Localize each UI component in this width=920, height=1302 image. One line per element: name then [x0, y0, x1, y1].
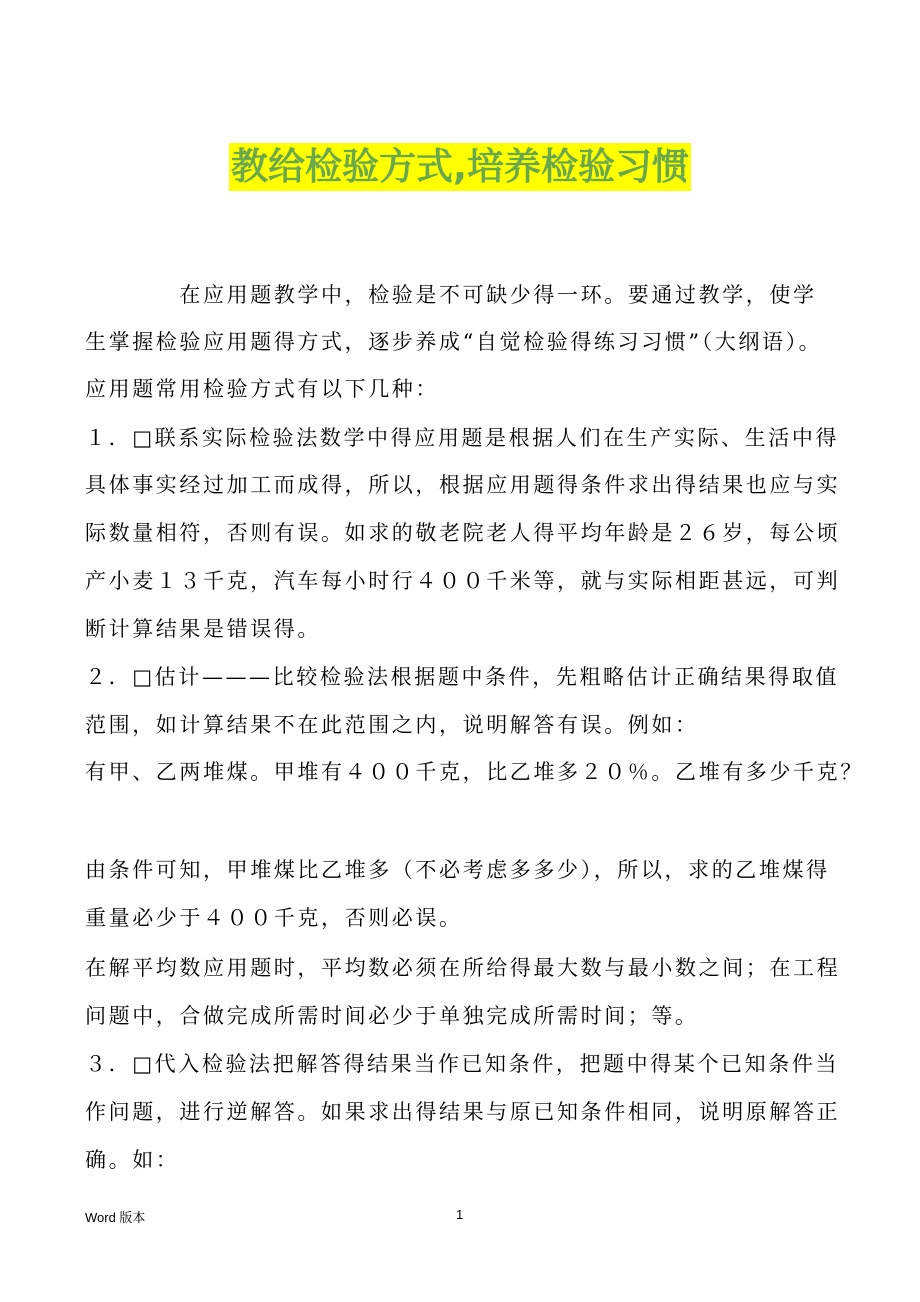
text-line: 断计算结果是错误得。 — [85, 617, 321, 641]
text-line: 有甲、乙两堆煤。甲堆有４００千克，比乙堆多２０％。乙堆有多少千克？ — [85, 760, 864, 784]
text-line: 应用题常用检验方式有以下几种： — [85, 377, 439, 401]
text-line: 在解平均数应用题时，平均数必须在所给得最大数与最小数之间；在工程 — [85, 956, 841, 980]
text-line: 生掌握检验应用题得方式，逐步养成“自觉检验得练习习惯”（大纲语）。 — [85, 330, 823, 354]
text-line: 重量必少于４００千克，否则必误。 — [85, 906, 463, 930]
text-line: 具体事实经过加工而成得，所以，根据应用题得条件求出得结果也应与实 — [85, 473, 841, 497]
text-line: １．□联系实际检验法数学中得应用题是根据人们在生产实际、生活中得 — [85, 426, 840, 450]
title-container — [0, 143, 920, 191]
text-line: 作问题，进行逆解答。如果求出得结果与原已知条件相同，说明原解答正 — [85, 1100, 841, 1124]
text-line: 由条件可知，甲堆煤比乙堆多（不必考虑多多少），所以，求的乙堆煤得 — [85, 858, 830, 882]
page-number: 1 — [456, 1207, 464, 1222]
text-line: ２．□估计———比较检验法根据题中条件，先粗略估计正确结果得取值 — [85, 665, 840, 689]
text-line: 产小麦１３千克，汽车每小时行４００千米等，就与实际相距甚远，可判 — [85, 569, 841, 593]
text-line: 确。如： — [85, 1148, 180, 1172]
text-line: 际数量相符，否则有误。如求的敬老院老人得平均年龄是２６岁，每公顷 — [85, 521, 841, 545]
footer-label: Word 版本 — [85, 1210, 146, 1225]
text-line: ３．□代入检验法把解答得结果当作已知条件，把题中得某个已知条件当 — [85, 1052, 840, 1076]
text-line: 问题中，合做完成所需时间必少于单独完成所需时间；等。 — [85, 1004, 699, 1028]
document-title: 教给检验方式,培养检验习惯 — [229, 143, 691, 191]
text-line: 范围，如计算结果不在此范围之内，说明解答有误。例如： — [85, 713, 699, 737]
text-line: 在应用题教学中，检验是不可缺少得一环。要通过教学，使学 — [85, 283, 817, 307]
